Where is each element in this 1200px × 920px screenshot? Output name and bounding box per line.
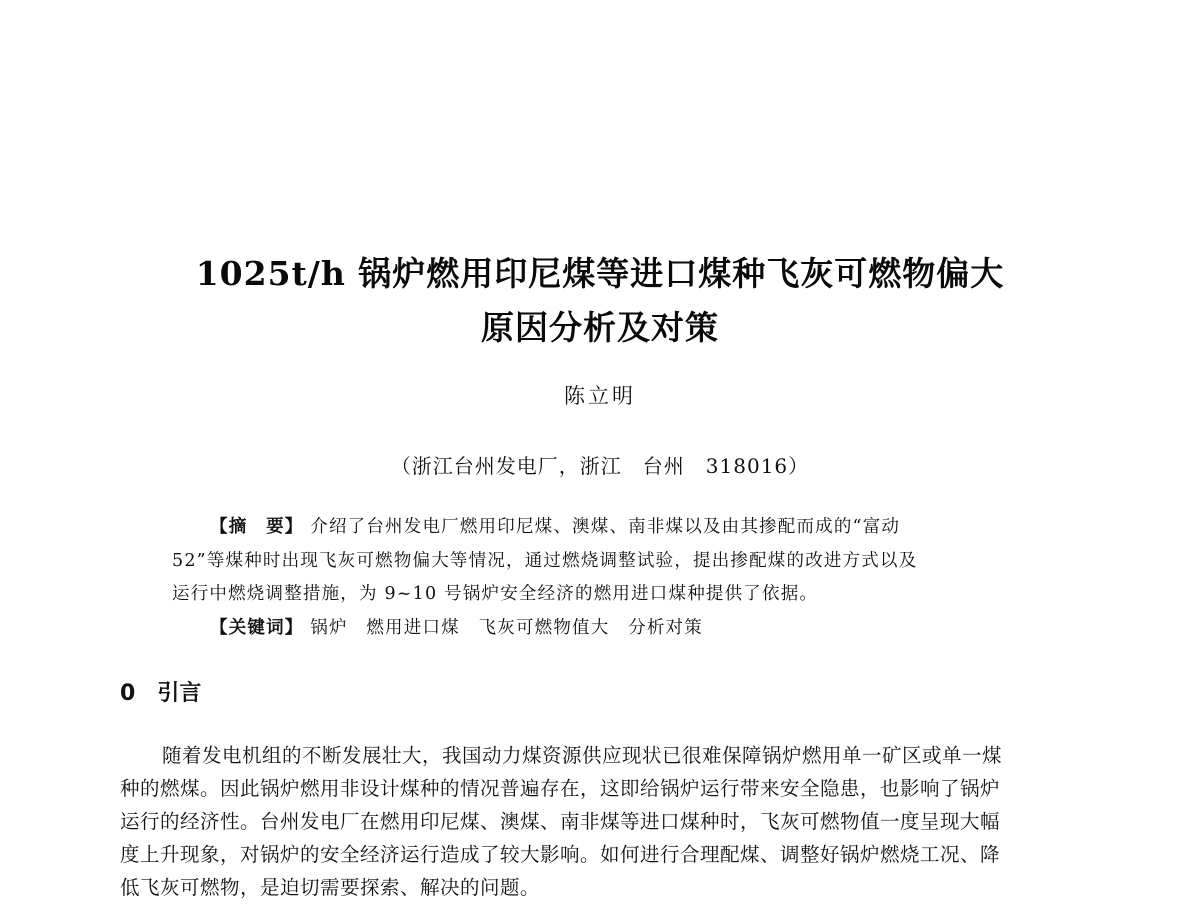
section-heading-introduction (120, 676, 201, 707)
body-paragraph-line-5: 低飞灰可燃物，是迫切需要探索、解决的问题。 (120, 876, 541, 899)
abstract-label: 【摘 要】 (210, 517, 304, 537)
abstract-text-1: 介绍了台州发电厂燃用印尼煤、澳煤、南非煤以及由其掺配而成的“富动 (303, 517, 901, 537)
author-affiliation: （浙江台州发电厂，浙江 台州 318016） (390, 454, 810, 478)
abstract-line-1 (210, 513, 1090, 538)
keywords-line (210, 614, 1090, 639)
section-number: 0 (120, 681, 136, 706)
body-paragraph-line-2: 种的燃煤。因此锅炉燃用非设计煤种的情况普遍存在，这即给锅炉运行带来安全隐患，也影响了锅炉 (120, 777, 1001, 800)
abstract-line-3: 运行中燃烧调整措施，为 9~10 号锅炉安全经济的燃用进口煤种提供了依据。 (172, 584, 819, 604)
author-name: 陈立明 (564, 384, 636, 408)
paper-title-line-2: 原因分析及对策 (481, 308, 719, 347)
body-paragraph-line-1: 随着发电机组的不断发展壮大，我国动力煤资源供应现状已很难保障锅炉燃用单一矿区或单一煤 (162, 744, 1003, 767)
body-paragraph-line-3: 运行的经济性。台州发电厂在燃用印尼煤、澳煤、南非煤等进口煤种时，飞灰可燃物值一度呈现大幅 (120, 810, 1001, 833)
keywords-label: 【关键词】 (210, 618, 304, 638)
abstract-line-2: 52”等煤种时出现飞灰可燃物偏大等情况，通过燃烧调整试验，提出掺配煤的改进方式以及 (172, 551, 918, 571)
body-paragraph-line-4: 度上升现象，对锅炉的安全经济运行造成了较大影响。如何进行合理配煤、调整好锅炉燃烧工况、降 (120, 843, 1001, 866)
paper-title-line-1: 1025t/h 锅炉燃用印尼煤等进口煤种飞灰可燃物偏大 (195, 254, 1005, 293)
keywords-text: 锅炉 燃用进口煤 飞灰可燃物值大 分析对策 (303, 618, 703, 638)
section-title: 引言 (157, 681, 202, 706)
